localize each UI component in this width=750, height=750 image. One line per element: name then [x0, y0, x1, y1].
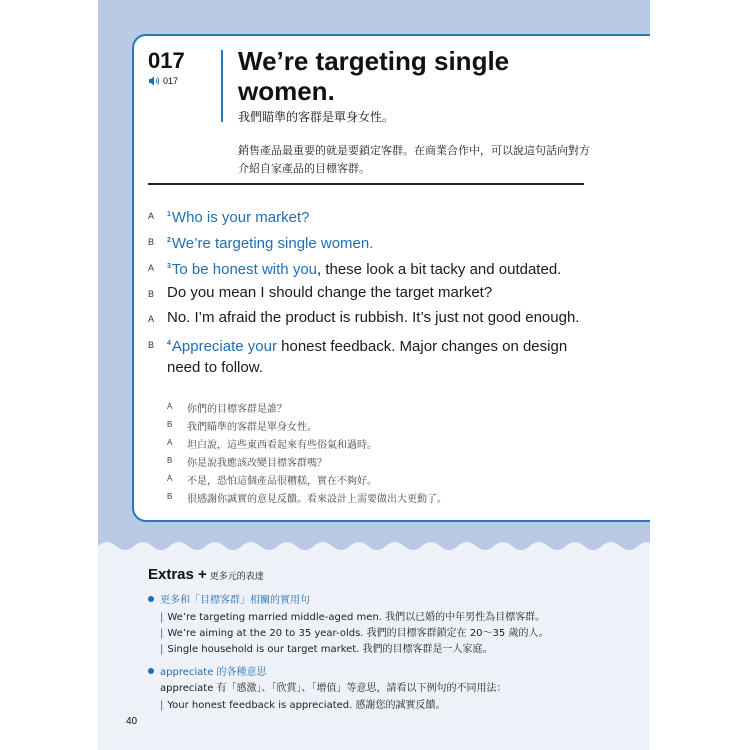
key-phrase: We’re targeting single women.: [171, 235, 374, 252]
speaker-label: B: [148, 340, 155, 350]
audio-track-number: 017: [163, 76, 179, 86]
translation-speaker: B: [167, 456, 173, 465]
phrase-number: 4: [167, 340, 171, 347]
translation-line: 你們的目標客群是誰？: [187, 404, 287, 415]
section-divider: [148, 183, 584, 185]
section-title: appreciate 的各種意思: [160, 667, 267, 678]
speaker-label: A: [148, 211, 155, 221]
bullet-icon: [148, 668, 154, 674]
extras-subtitle: 更多元的表達: [209, 572, 264, 582]
phrase-number: 3: [167, 263, 171, 270]
key-phrase: Who is your market?: [171, 209, 310, 226]
lesson-subtitle: 我們瞄準的客群是單身女性。: [238, 110, 395, 124]
phrase-number: 2: [167, 237, 171, 244]
title-divider: [221, 50, 223, 122]
section-title: 更多和「目標客群」相關的實用句: [160, 595, 310, 606]
translation-line: 坦白說，這些東西看起來有些俗氣和過時。: [187, 440, 377, 451]
line-text: , these look a bit tacky and outdated.: [317, 261, 562, 278]
audio-track[interactable]: [148, 76, 178, 86]
extras-heading: [148, 566, 264, 583]
lesson-description: 銷售產品最重要的就是要鎖定客群。在商業合作中，可以說這句話向對方介紹自家產品的目標客群。: [238, 144, 590, 175]
dialogue-line: [167, 256, 597, 280]
bar-marker: |: [160, 612, 164, 623]
bar-marker: |: [160, 644, 164, 655]
extras-section-heading: [148, 663, 267, 678]
translation-speaker: B: [167, 492, 173, 501]
bar-marker: |: [160, 700, 164, 711]
example-text: Your honest feedback is appreciated. 感謝您的誠實反饋。: [167, 700, 446, 711]
speaker-label: B: [148, 289, 155, 299]
example-line: [160, 608, 545, 623]
dialogue-line: [167, 333, 587, 378]
example-text: We’re aiming at the 20 to 35 year-olds. 我們的目標客群鎖定在 20～35 歲的人。: [167, 628, 549, 639]
speaker-label: A: [148, 314, 155, 324]
example-text: We’re targeting married middle-aged men. 我們以已婚的中年男性為目標客群。: [167, 612, 546, 623]
line-text: honest feedback. Major changes on design need to follow.: [167, 338, 568, 376]
extras-section-heading: [148, 591, 310, 606]
bar-marker: |: [160, 628, 164, 639]
key-phrase: Appreciate your: [171, 338, 277, 355]
translation-speaker: A: [167, 402, 173, 411]
speaker-label: B: [148, 237, 155, 247]
line-text: Do you mean I should change the target market?: [167, 284, 493, 301]
dialogue-line: [167, 307, 597, 328]
translation-line: 我們瞄準的客群是單身女性。: [187, 422, 317, 433]
lesson-title: We’re targeting single women.: [238, 46, 510, 106]
wave-edge: [98, 538, 650, 560]
section-intro: appreciate 有「感激」、「欣賞」、「增值」等意思，請看以下例句的不同用法：: [160, 683, 507, 694]
translation-line: 不是，恐怕這個產品很糟糕，實在不夠好。: [187, 476, 377, 487]
lesson-number: 017: [148, 48, 185, 73]
translation-line: 很感謝你誠實的意見反饋。看來設計上需要做出大更動了。: [187, 494, 447, 505]
dialogue-line: [167, 204, 597, 228]
phrase-number: 1: [167, 211, 171, 218]
translation-speaker: A: [167, 474, 173, 483]
key-phrase: To be honest with you: [171, 261, 317, 278]
translation-line: 你是說我應該改變目標客群嗎？: [187, 458, 327, 469]
bullet-icon: [148, 596, 154, 602]
speaker-label: A: [148, 263, 155, 273]
example-line: [160, 696, 446, 711]
example-line: [160, 640, 493, 655]
dialogue-line: [167, 230, 597, 254]
page-number: 40: [126, 716, 138, 727]
extras-title: Extras +: [148, 566, 207, 583]
translation-speaker: B: [167, 420, 173, 429]
translation-speaker: A: [167, 438, 173, 447]
line-text: No. I’m afraid the product is rubbish. It’s just not good enough.: [167, 309, 580, 326]
dialogue-line: [167, 282, 597, 303]
example-text: Single household is our target market. 我們的目標客群是一人家庭。: [167, 644, 493, 655]
example-line: [160, 624, 548, 639]
speaker-icon: [148, 76, 160, 86]
